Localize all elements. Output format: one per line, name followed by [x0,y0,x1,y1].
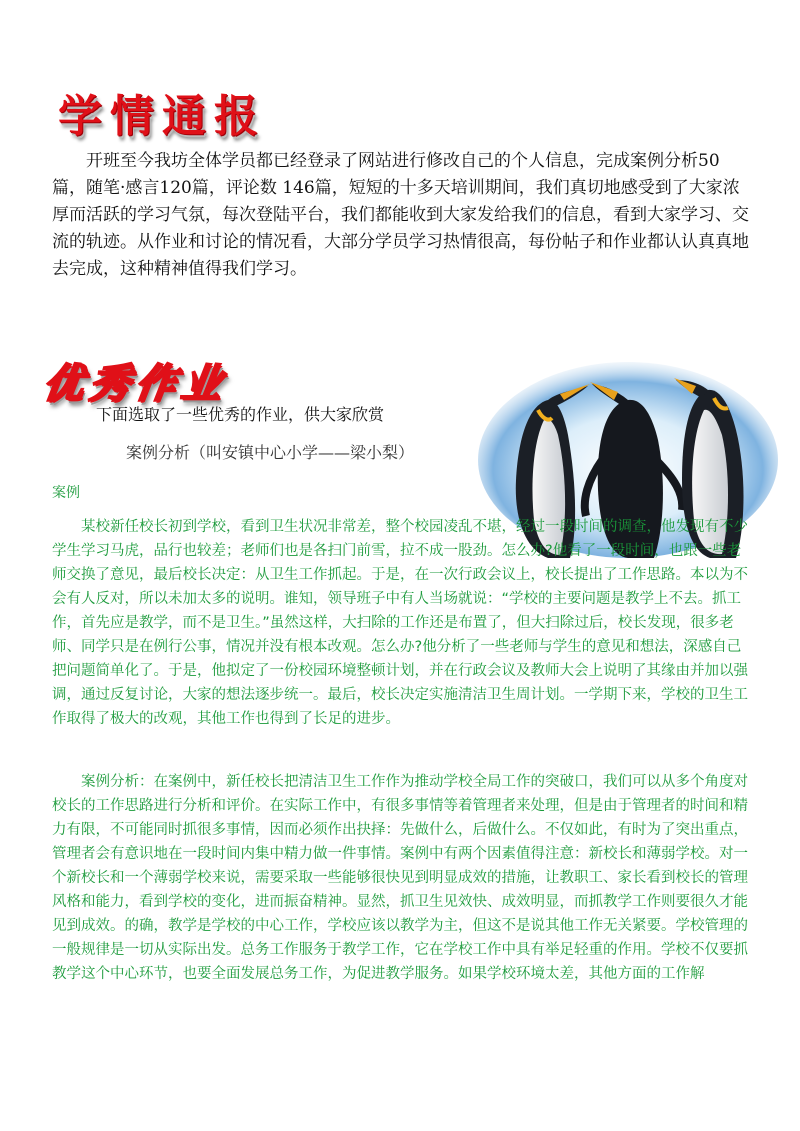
case-label: 案例 [52,485,80,501]
intro-paragraph [52,148,752,283]
intro-text: 开班至今我坊全体学员都已经登录了网站进行修改自己的个人信息，完成案例分析50篇，随笔·感言120篇，评论数 146篇，短短的十多天培训期间，我们真切地感受到了大家浓厚而活跃的学习气氛，每次登陆平台，我们都能收到大家发给我们的信息，看到大家学习、交流的轨迹。从作业和讨论的情况看，大部分学员学习热情很高，每份帖子和作业都认认真真地去完成，这种精神值得我们学习。 [52,151,749,279]
analysis-paragraph: 案例分析：在案例中，新任校长把清洁卫生工作作为推动学校全局工作的突破口，我们可以从多个角度对校长的工作思路进行分析和评价。在实际工作中，有很多事情等着管理者来处理，但是由于管理者的时间和精力有限，不可能同时抓很多事情，因而必须作出抉择：先做什么，后做什么。不仅如此，有时为了突出重点，管理者会有意识地在一段时间内集中精力做一件事情。案例中有两个因素值得注意：新校长和薄弱学校。对一个新校长和一个薄弱学校来说，需要采取一些能够很快见到明显成效的措施，让教职工、家长看到校长的管理风格和能力，看到学校的变化，进而振奋精神。显然，抓卫生见效快、成效明显，而抓教学工作则要很久才能见到成效。的确，教学是学校的中心工作，学校应该以教学为主，但这不是说其他工作无关紧要。学校管理的一般规律是一切从实际出发。总务工作服务于教学工作，它在学校工作中具有举足轻重的作用。学校不仅要抓教学这个中心环节，也要全面发展总务工作，为促进教学服务。如果学校环境太差，其他方面的工作解 [52,774,748,982]
page-title: 学情通报 [58,91,266,142]
case-body [52,515,752,731]
case-paragraph: 某校新任校长初到学校，看到卫生状况非常差，整个校园凌乱不堪，经过一段时间的调查，他发现有不少学生学习马虎，品行也较差；老师们也是各扫门前雪，拉不成一股劲。怎么办?他看了一段时间，也跟一些老师交换了意见，最后校长决定：从卫生工作抓起。于是，在一次行政会议上，校长提出了工作思路。本以为不会有人反对，所以未加太多的说明。谁知，领导班子中有人当场就说：“学校的主要问题是教学上不去。抓工作，首先应是教学，而不是卫生。”虽然这样，大扫除的工作还是布置了，但大扫除过后，校长发现，很多老师、同学只是在例行公事，情况并没有根本改观。怎么办?他分析了一些老师与学生的意见和想法，深感自己把问题简单化了。于是，他拟定了一份校园环境整顿计划，并在行政会议及教师大会上说明了其缘由并加以强调，通过反复讨论，大家的想法逐步统一。最后，校长决定实施清洁卫生周计划。一学期下来，学校的卫生工作取得了极大的改观，其他工作也得到了长足的进步。 [52,519,748,727]
case-analysis [52,770,752,986]
section-title: 优秀作业 [40,361,231,407]
case-title: 案例分析（叫安镇中心小学——梁小梨） [126,443,415,462]
section-subtitle: 下面选取了一些优秀的作业，供大家欣赏 [96,405,385,424]
